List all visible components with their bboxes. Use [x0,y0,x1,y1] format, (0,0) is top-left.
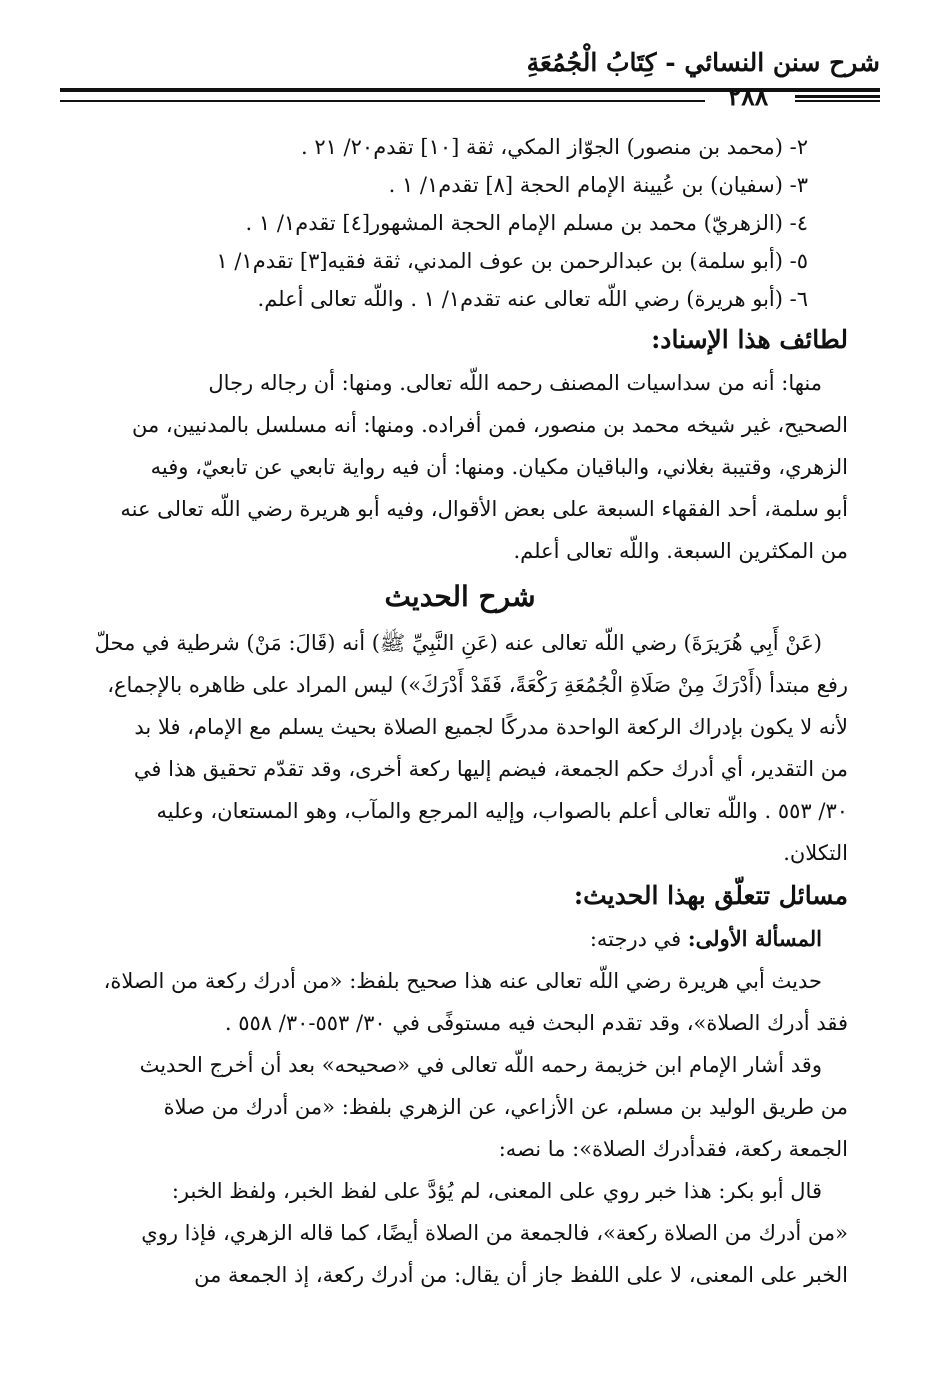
header-rule-bottom-right-thick [795,95,880,98]
isnad-paragraph [72,362,848,572]
paragraph-line: الصحيح، غير شيخه محمد بن منصور، فمن أفراده. ومنها: أنه مسلسل بالمدنيين، من [132,413,848,437]
paragraph-line: الجمعة ركعة، فقدأدرك الصلاة»: ما نصه: [498,1137,848,1161]
narrator-line: ٤- (الزهريّ) محمد بن مسلم الإمام الحجة المشهور[٤] تقدم١/ ١ . [245,211,808,235]
paragraph-line: ٣٠/ ٥٥٣ . واللّه تعالى أعلم بالصواب، وإليه المرجع والمآب، وهو المستعان، وعليه [156,799,848,823]
narrator-line: ٦- (أبو هريرة) رضي اللّه تعالى عنه تقدم١/ ١ . واللّه تعالى أعلم. [257,287,808,311]
paragraph-line: من التقدير، أي أدرك حكم الجمعة، فيضم إليها ركعة أخرى، وقد تقدّم تحقيق هذا في [133,757,848,781]
paragraph-line: من المكثرين السبعة. واللّه تعالى أعلم. [513,539,848,563]
paragraph-line: فقد أدرك الصلاة»، وقد تقدم البحث فيه مستوفًى في ٣٠/ ٥٥٣-٣٠/ ٥٥٨ . [224,1011,848,1035]
paragraph-line: رفع مبتدأ (أَدْرَكَ مِنْ صَلَاةِ الْجُمُعَةِ رَكْعَةً، فَقَدْ أَدْرَكَ») ليس المراد على ظاهره بالإجماع، [107,673,848,697]
issue-one-text: في درجته: [589,927,682,951]
masail-heading: مسائل تتعلّق بهذا الحديث: [573,881,848,910]
paragraph-line: حديث أبي هريرة رضي اللّه تعالى عنه هذا صحيح بلفظ: «من أدرك ركعة من الصلاة، [103,969,822,993]
running-header-title: شرح سنن النسائي - كِتَابُ الْجُمُعَةِ [526,48,880,77]
paragraph-line: التكلان. [783,841,848,865]
narrator-list [72,128,848,318]
issue-one-line [72,918,848,960]
paragraph-line: وقد أشار الإمام ابن خزيمة رحمه اللّه تعالى في «صحيحه» بعد أن أخرج الحديث [139,1053,822,1077]
page-number: ٢٨٨ [727,82,769,111]
narrator-line: ٣- (سفيان) بن عُيينة الإمام الحجة [٨] تقدم١/ ١ . [388,173,808,197]
paragraph-line: قال أبو بكر: هذا خبر روي على المعنى، لم يُؤدَّ على لفظ الخبر، ولفظ الخبر: [171,1179,822,1203]
paragraph-line: «من أدرك من الصلاة ركعة»، فالجمعة من الصلاة أيضًا، كما قاله الزهري، فإذا روي [141,1221,848,1245]
paragraph-line: أبو سلمة، أحد الفقهاء السبعة على بعض الأقوال، وفيه أبو هريرة رضي اللّه تعالى عنه [120,497,848,521]
sharh-heading: شرح الحديث [384,580,536,613]
page-body [72,128,848,1296]
header-rule-bottom-left [60,100,705,102]
masail-section [72,918,848,1296]
sharh-paragraph [72,622,848,874]
paragraph-line: من طريق الوليد بن مسلم، عن الأزاعي، عن الزهري بلفظ: «من أدرك من صلاة [163,1095,848,1119]
issue-one-label: المسألة الأولى: [687,926,822,951]
header-rule-bottom-right [795,100,880,102]
narrator-line: ٢- (محمد بن منصور) الجوّاز المكي، ثقة [١٠] تقدم٢٠/ ٢١ . [300,135,808,159]
paragraph-line: (عَنْ أَبِي هُرَيرَةَ) رضي اللّه تعالى عنه (عَنِ النَّبِيِّ ﷺ) أنه (قَالَ: مَنْ) شرطية في محلّ [94,631,822,655]
paragraph-line: الخبر على المعنى، لا على اللفظ جاز أن يقال: من أدرك ركعة، إذ الجمعة من [194,1263,848,1287]
paragraph-line: لأنه لا يكون بإدراك الركعة الواحدة مدركًا لجميع الصلاة بحيث يسلم مع الإمام، فلا بد [134,715,848,739]
paragraph-line: الزهري، وقتيبة بغلاني، والباقيان مكيان. ومنها: أن فيه رواية تابعي عن تابعيّ، وفيه [150,455,848,479]
paragraph-line: منها: أنه من سداسيات المصنف رحمه اللّه تعالى. ومنها: أن رجاله رجال [208,371,822,395]
narrator-line: ٥- (أبو سلمة) بن عبدالرحمن بن عوف المدني، ثقة فقيه[٣] تقدم١/ ١ [216,249,808,273]
isnad-heading: لطائف هذا الإسناد: [651,325,848,354]
